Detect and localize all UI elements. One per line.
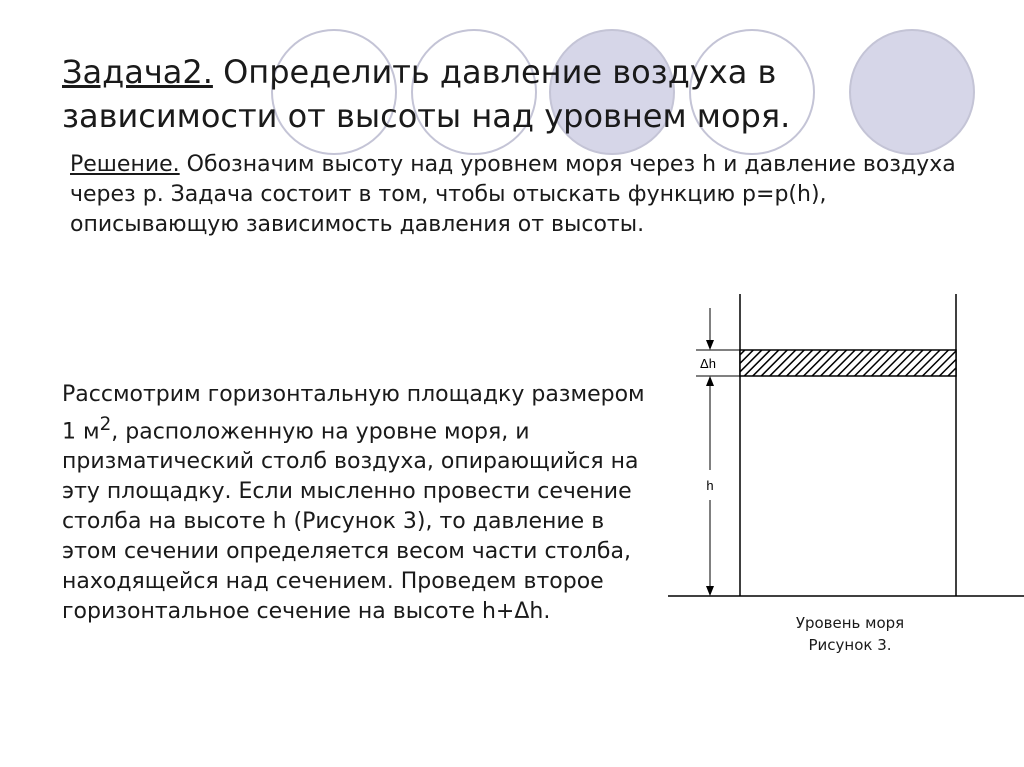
h-label: h	[706, 478, 714, 493]
page-title	[62, 50, 962, 138]
title-label: Задача2.	[62, 53, 213, 91]
figure-diagram	[668, 290, 1024, 602]
caption-sea-level: Уровень моря	[795, 614, 905, 632]
h-arrow-down-head	[706, 586, 714, 596]
solution-paragraph	[70, 150, 970, 240]
caption-figure-number: Рисунок 3.	[808, 636, 892, 654]
solution-label: Решение.	[70, 152, 180, 177]
body-paragraph	[62, 380, 652, 627]
figure-caption	[760, 612, 940, 656]
title-text: Определить давление воздуха в зависимости от высоты над уровнем моря.	[62, 53, 791, 135]
delta-h-label: Δh	[700, 356, 716, 371]
body-superscript: 2	[99, 414, 112, 435]
delta-arrow-head	[706, 340, 714, 350]
hatched-layer	[740, 350, 956, 376]
body-text-2: , расположенную на уровне моря, и призматический столб воздуха, опирающийся на эту площадку. Если мысленно провести сечение столба на высоте h (Рисунок 3), то давление в этом сечении определяется весом части столба, находящейся над сечением. Проведем второе горизонтальное сечение на высоте h+Δh.	[62, 419, 639, 625]
solution-text: Обозначим высоту над уровнем моря через h и давление воздуха через р. Задача состоит в том, чтобы отыскать функцию р=р(h), описывающую зависимость давления от высоты.	[70, 152, 956, 237]
body-text-1: Рассмотрим горизонтальную площадку размером 1 м	[62, 382, 645, 445]
h-arrow-up-head	[706, 376, 714, 386]
